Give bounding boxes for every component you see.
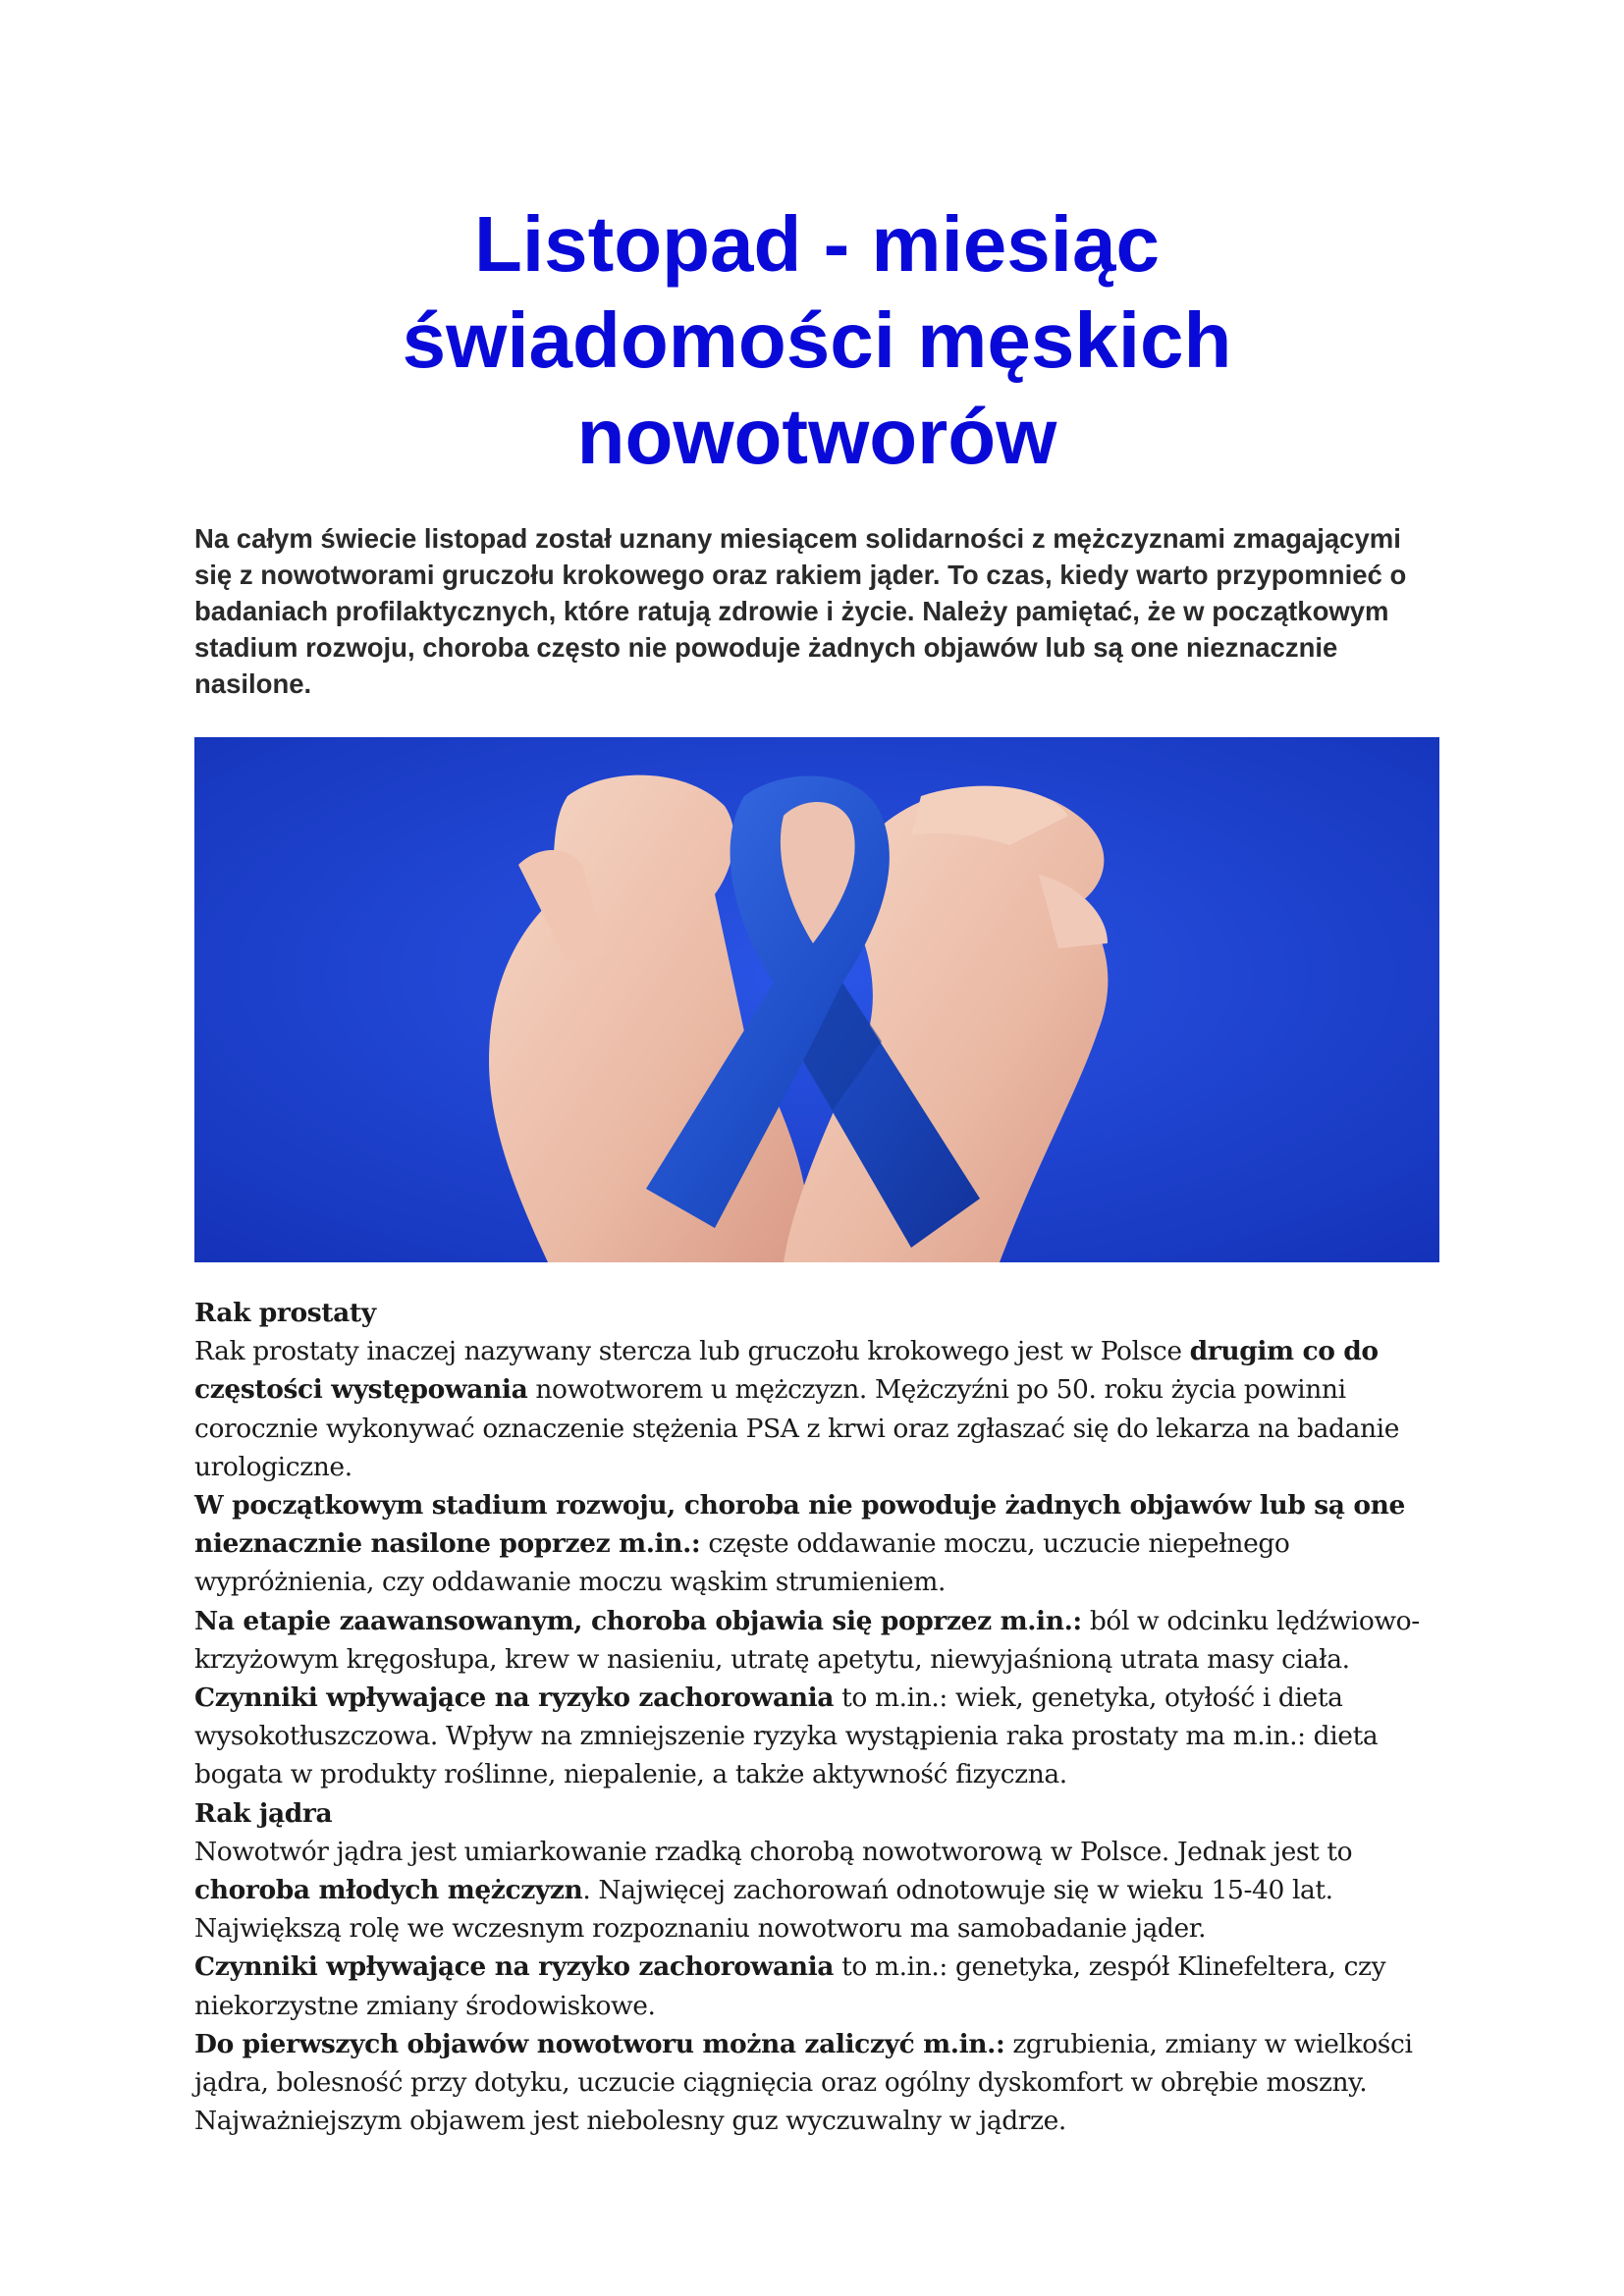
section-heading-testicular: Rak jądra (194, 1797, 333, 1829)
title-line-2: świadomości męskich (402, 296, 1232, 384)
testicular-paragraph-3: Do pierwszych objawów nowotworu można zaliczyć m.in.: zgrubienia, zmiany w wielkości jądra, bolesność przy dotyku, uczucie ciągnięcia oraz ogólny dyskomfort w obrębie moszny. Najważniejszym objawem jest niebolesny guz wyczuwalny w jądrze. (194, 2028, 1413, 2137)
prostate-paragraph-1: Rak prostaty inaczej nazywany stercza lub gruczołu krokowego jest w Polsce drugim co do częstości występowania nowotworem u mężczyzn. Mężczyźni po 50. roku życia powinni corocznie wykonywać oznaczenie stężenia PSA z krwi oraz zgłaszać się do lekarza na badanie urologiczne. (194, 1336, 1399, 1482)
article-body (194, 1294, 1439, 2140)
prostate-paragraph-2: W początkowym stadium rozwoju, choroba nie powoduje żadnych objawów lub są one nieznacznie nasilone poprzez m.in.: częste oddawanie moczu, uczucie niepełnego wypróżnienia, czy oddawanie moczu wąskim strumieniem. (194, 1490, 1405, 1598)
section-heading-prostate: Rak prostaty (194, 1298, 376, 1328)
page-title (194, 196, 1439, 485)
title-line-3: nowotworów (576, 393, 1057, 480)
prostate-paragraph-4: Czynniki wpływające na ryzyko zachorowania to m.in.: wiek, genetyka, otyłość i dieta wysokotłuszczowa. Wpływ na zmniejszenie ryzyka wystąpienia raka prostaty ma m.in.: dieta bogata w produkty roślinne, niepalenie, a także aktywność fizyczna. (194, 1682, 1379, 1790)
intro-paragraph: Na całym świecie listopad został uznany miesiącem solidarności z mężczyznami zmagającymi się z nowotworami gruczołu krokowego oraz rakiem jąder. To czas, kiedy warto przypomnieć o badaniach profilaktycznych, które ratują zdrowie i życie. Należy pamiętać, że w początkowym stadium rozwoju, choroba często nie powoduje żadnych objawów lub są one nieznacznie nasilone. (194, 523, 1407, 699)
blue-ribbon-photo (194, 737, 1439, 1262)
title-line-1: Listopad - miesiąc (474, 200, 1160, 288)
testicular-paragraph-2: Czynniki wpływające na ryzyko zachorowania to m.in.: genetyka, zespół Klinefeltera, czy niekorzystne zmiany środowiskowe. (194, 1951, 1386, 2021)
testicular-paragraph-1: Nowotwór jądra jest umiarkowanie rzadką chorobą nowotworową w Polsce. Jednak jest to choroba młodych mężczyzn. Najwięcej zachorowań odnotowuje się w wieku 15-40 lat. Największą rolę we wczesnym rozpoznaniu nowotworu ma samobadanie jąder. (194, 1836, 1353, 1945)
prostate-paragraph-3: Na etapie zaawansowanym, choroba objawia się poprzez m.in.: ból w odcinku lędźwiowo-krzyżowym kręgosłupa, krew w nasieniu, utratę apetytu, niewyjaśnioną utrata masy ciała. (194, 1605, 1420, 1675)
blue-ribbon-in-hands-icon (194, 737, 1439, 1262)
document-page (194, 0, 1439, 2140)
